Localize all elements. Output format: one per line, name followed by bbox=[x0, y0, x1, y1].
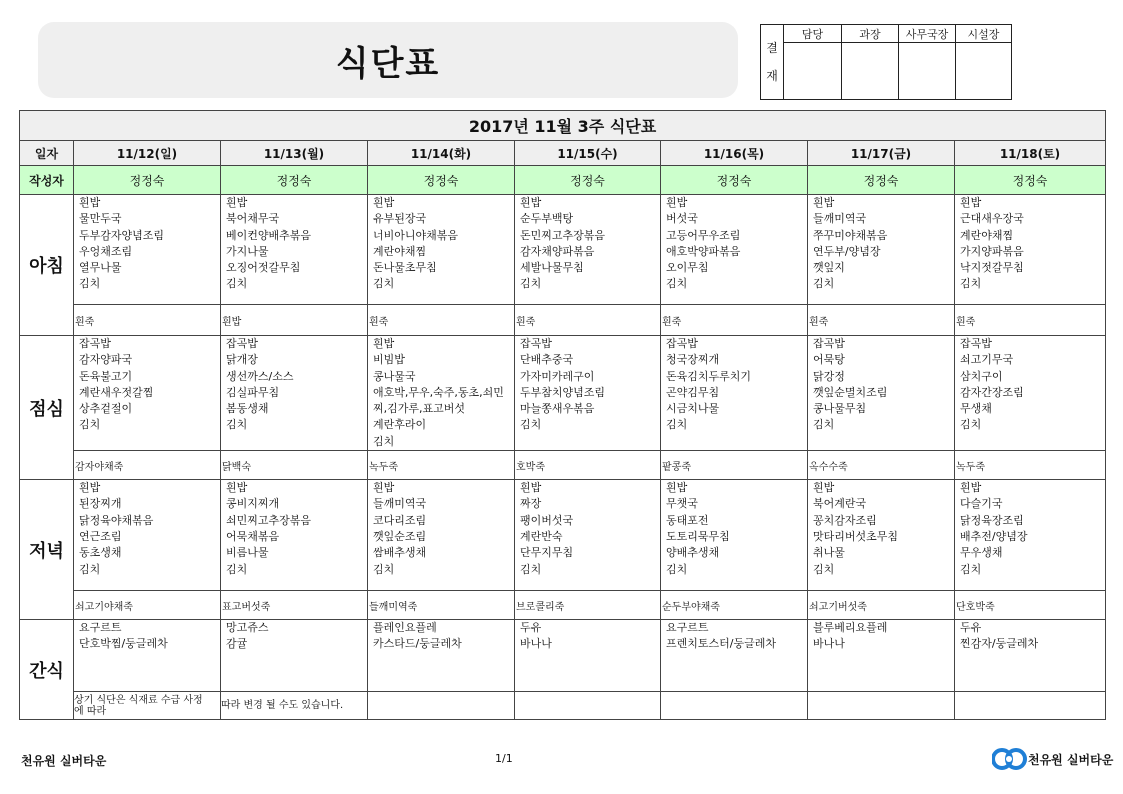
dish-item: 돈민찌고추장볶음 bbox=[520, 228, 606, 242]
dish-item: 두유 bbox=[960, 621, 982, 635]
date-header: 11/17(금) bbox=[808, 141, 955, 166]
porridge-cell: 흰죽 bbox=[368, 305, 515, 336]
dish-item: 흰밥 bbox=[960, 481, 982, 495]
dish-item: 콩나물국 bbox=[373, 369, 416, 383]
dish-item: 닭개장 bbox=[226, 353, 258, 367]
dish-item: 김치 bbox=[813, 418, 835, 432]
dish-item: 낙지젓갈무침 bbox=[960, 261, 1024, 275]
dish-item: 요구르트 bbox=[79, 621, 122, 635]
porridge-cell: 흰죽 bbox=[661, 305, 808, 336]
menu-cell bbox=[221, 480, 368, 591]
date-header: 11/16(목) bbox=[661, 141, 808, 166]
menu-cell bbox=[955, 480, 1106, 591]
author-cell: 정정숙 bbox=[221, 166, 368, 195]
dish-item: 흰밥 bbox=[79, 481, 101, 495]
dish-item: 꽁치감자조림 bbox=[813, 513, 877, 527]
dish-item: 김치 bbox=[666, 277, 688, 291]
dish-item: 흰밥 bbox=[813, 196, 835, 209]
dish-item: 비빔밥 bbox=[373, 353, 405, 367]
porridge-row bbox=[20, 305, 1106, 336]
dish-item: 두부참치양념조림 bbox=[520, 385, 606, 399]
dish-item: 베이컨양배추볶음 bbox=[226, 228, 312, 242]
dish-item: 다슬기국 bbox=[960, 497, 1003, 511]
dish-item: 단호박찜/둥글레차 bbox=[79, 637, 168, 651]
signature-box bbox=[956, 43, 1012, 100]
author-cell: 정정숙 bbox=[955, 166, 1106, 195]
dish-item: 김치 bbox=[960, 418, 982, 432]
dish-item: 동초생채 bbox=[79, 546, 122, 560]
dish-item: 삼치구이 bbox=[960, 369, 1003, 383]
dish-item: 무생채 bbox=[960, 402, 992, 416]
author-cell: 정정숙 bbox=[368, 166, 515, 195]
note-line: 상기 식단은 식재료 수급 사정 bbox=[74, 694, 203, 706]
dish-item: 김치 bbox=[520, 562, 542, 576]
approval-label: 결 재 bbox=[761, 25, 784, 100]
dish-item: 김치 bbox=[960, 277, 982, 291]
dish-item: 애호박,무우,숙주,동초,쇠민 bbox=[373, 385, 504, 399]
approval-box bbox=[760, 24, 1012, 100]
dish-item: 김치 bbox=[960, 562, 982, 576]
dish-item: 깻잎순조림 bbox=[373, 529, 427, 543]
dish-item: 열무나물 bbox=[79, 261, 122, 275]
dish-item: 돈나물초무침 bbox=[373, 261, 437, 275]
dish-item: 감귤 bbox=[226, 637, 248, 651]
dish-item: 근대새우장국 bbox=[960, 212, 1024, 226]
signature-box bbox=[784, 43, 842, 100]
menu-cell bbox=[515, 336, 661, 451]
dish-item: 김치 bbox=[666, 418, 688, 432]
dish-item: 쇠고기무국 bbox=[960, 353, 1014, 367]
dish-item: 닭정육야채볶음 bbox=[79, 513, 154, 527]
menu-cell bbox=[368, 480, 515, 591]
dish-item: 가자미카레구이 bbox=[520, 369, 595, 383]
dish-item: 시금치나물 bbox=[666, 402, 720, 416]
dish-item: 김치 bbox=[79, 418, 101, 432]
dish-item: 잡곡밥 bbox=[666, 337, 698, 350]
dish-item: 오이무침 bbox=[666, 261, 709, 275]
dish-item: 짜장 bbox=[520, 497, 542, 511]
dish-item: 마늘쫑새우볶음 bbox=[520, 402, 595, 416]
porridge-cell: 녹두죽 bbox=[368, 451, 515, 480]
porridge-cell: 호박죽 bbox=[515, 451, 661, 480]
note-cell bbox=[74, 692, 221, 720]
meal-row bbox=[20, 195, 1106, 305]
porridge-cell: 브로콜리죽 bbox=[515, 591, 661, 620]
dish-item: 김치 bbox=[226, 418, 248, 432]
porridge-cell: 옥수수죽 bbox=[808, 451, 955, 480]
dish-item: 생선까스/소스 bbox=[226, 369, 294, 383]
menu-cell bbox=[955, 336, 1106, 451]
dish-item: 잡곡밥 bbox=[226, 337, 258, 350]
dish-item: 흰밥 bbox=[79, 196, 101, 209]
dish-item: 순두부백탕 bbox=[520, 212, 574, 226]
footer-org: 천유원 실버타운 bbox=[21, 754, 107, 768]
dish-item: 잡곡밥 bbox=[960, 337, 992, 350]
dish-item: 계란야채찜 bbox=[960, 228, 1014, 242]
porridge-cell: 흰죽 bbox=[955, 305, 1106, 336]
menu-cell bbox=[661, 620, 808, 692]
dish-item: 도토리묵무침 bbox=[666, 529, 730, 543]
dish-item: 김치 bbox=[813, 277, 835, 291]
empty-cell bbox=[515, 692, 661, 720]
dish-item: 계란야채찜 bbox=[373, 244, 427, 258]
org-logo bbox=[992, 746, 1113, 772]
menu-cell bbox=[661, 195, 808, 305]
menu-cell bbox=[808, 620, 955, 692]
dish-item: 흰밥 bbox=[373, 481, 395, 495]
porridge-cell: 순두부야채죽 bbox=[661, 591, 808, 620]
empty-cell bbox=[368, 692, 515, 720]
dish-item: 플레인요플레 bbox=[373, 621, 437, 635]
porridge-cell: 감자야채죽 bbox=[74, 451, 221, 480]
dish-item: 찌,김가루,표고버섯 bbox=[373, 402, 466, 416]
dish-item: 단배추중국 bbox=[520, 353, 574, 367]
page-title: 식단표 bbox=[335, 43, 441, 84]
menu-cell bbox=[221, 336, 368, 451]
dish-item: 찐감자/둥글레차 bbox=[960, 637, 1039, 651]
dish-item: 김치 bbox=[79, 562, 101, 576]
dish-item: 잡곡밥 bbox=[79, 337, 111, 350]
dish-item: 너비아니야채볶음 bbox=[373, 228, 459, 242]
dish-item: 팽이버섯국 bbox=[520, 513, 574, 527]
meal-row bbox=[20, 620, 1106, 692]
dish-item: 쌈배추생채 bbox=[373, 546, 427, 560]
dish-item: 어묵채볶음 bbox=[226, 529, 280, 543]
menu-cell bbox=[515, 620, 661, 692]
dish-item: 감자채양파볶음 bbox=[520, 244, 595, 258]
menu-cell bbox=[955, 620, 1106, 692]
porridge-cell: 들깨미역죽 bbox=[368, 591, 515, 620]
signature-box bbox=[842, 43, 899, 100]
dish-item: 청국장찌개 bbox=[666, 353, 720, 367]
menu-cell bbox=[808, 195, 955, 305]
menu-cell bbox=[368, 620, 515, 692]
dish-item: 흰밥 bbox=[960, 196, 982, 209]
menu-cell bbox=[74, 195, 221, 305]
dish-item: 계란후라이 bbox=[373, 418, 427, 432]
menu-cell bbox=[955, 195, 1106, 305]
dish-item: 망고쥬스 bbox=[226, 621, 269, 635]
porridge-row bbox=[20, 591, 1106, 620]
dish-item: 카스타드/둥글레차 bbox=[373, 637, 462, 651]
date-header: 11/18(토) bbox=[955, 141, 1106, 166]
meal-label: 점심 bbox=[20, 336, 74, 480]
dish-item: 애호박양파볶음 bbox=[666, 244, 741, 258]
dish-item: 깻잎지 bbox=[813, 261, 845, 275]
porridge-cell: 쇠고기버섯죽 bbox=[808, 591, 955, 620]
dish-item: 김치 bbox=[226, 562, 248, 576]
porridge-cell: 쇠고기야채죽 bbox=[74, 591, 221, 620]
dish-item: 어묵탕 bbox=[813, 353, 845, 367]
dish-item: 요구르트 bbox=[666, 621, 709, 635]
dish-item: 맛타리버섯초무침 bbox=[813, 529, 899, 543]
menu-cell bbox=[808, 480, 955, 591]
dish-item: 잡곡밥 bbox=[520, 337, 552, 350]
dish-item: 김치 bbox=[520, 418, 542, 432]
dish-item: 바나나 bbox=[520, 637, 552, 651]
page-number: 1/1 bbox=[495, 752, 513, 765]
author-cell: 정정숙 bbox=[661, 166, 808, 195]
approval-role: 담당 bbox=[784, 25, 842, 43]
porridge-cell: 흰죽 bbox=[515, 305, 661, 336]
dish-item: 콩비지찌개 bbox=[226, 497, 280, 511]
porridge-cell: 닭백숙 bbox=[221, 451, 368, 480]
dish-item: 연두부/양념장 bbox=[813, 244, 881, 258]
logo-text: 천유원 실버타운 bbox=[1028, 752, 1114, 767]
empty-cell bbox=[808, 692, 955, 720]
dish-item: 김치 bbox=[666, 562, 688, 576]
dish-item: 가지양파볶음 bbox=[960, 244, 1024, 258]
dish-item: 김치 bbox=[226, 277, 248, 291]
dish-item: 김치 bbox=[813, 562, 835, 576]
dish-item: 흰밥 bbox=[666, 481, 688, 495]
dish-item: 비름나물 bbox=[226, 546, 269, 560]
dish-item: 김치 bbox=[373, 562, 395, 576]
empty-cell bbox=[955, 692, 1106, 720]
menu-cell bbox=[515, 480, 661, 591]
dish-item: 깻잎순멸치조림 bbox=[813, 385, 888, 399]
date-header: 11/14(화) bbox=[368, 141, 515, 166]
dish-item: 계란새우젓갈찜 bbox=[79, 385, 154, 399]
dish-item: 쇠민찌고추장볶음 bbox=[226, 513, 312, 527]
dish-item: 곤약김무침 bbox=[666, 385, 720, 399]
dish-item: 흰밥 bbox=[520, 196, 542, 209]
porridge-row bbox=[20, 451, 1106, 480]
approval-role: 과장 bbox=[842, 25, 899, 43]
dish-item: 세발나물무침 bbox=[520, 261, 584, 275]
dish-item: 물만두국 bbox=[79, 212, 122, 226]
menu-cell bbox=[221, 620, 368, 692]
porridge-cell: 흰죽 bbox=[74, 305, 221, 336]
dish-item: 고등어무우조림 bbox=[666, 228, 741, 242]
porridge-cell: 팥콩죽 bbox=[661, 451, 808, 480]
menu-cell bbox=[515, 195, 661, 305]
menu-cell bbox=[74, 480, 221, 591]
dish-item: 연근조림 bbox=[79, 529, 122, 543]
menu-table bbox=[19, 110, 1106, 720]
author-cell: 정정숙 bbox=[515, 166, 661, 195]
dish-item: 된장찌개 bbox=[79, 497, 122, 511]
dish-item: 쭈꾸미야채볶음 bbox=[813, 228, 888, 242]
porridge-cell: 흰밥 bbox=[221, 305, 368, 336]
dish-item: 상추겉절이 bbox=[79, 402, 133, 416]
dish-item: 오징어젓갈무침 bbox=[226, 261, 301, 275]
dish-item: 북어채무국 bbox=[226, 212, 280, 226]
meal-row bbox=[20, 336, 1106, 451]
logo-mark-icon bbox=[992, 746, 1028, 772]
dish-item: 가지나물 bbox=[226, 244, 269, 258]
dish-item: 감자간장조림 bbox=[960, 385, 1024, 399]
menu-cell bbox=[74, 336, 221, 451]
dish-item: 양배추생채 bbox=[666, 546, 720, 560]
date-header: 11/12(일) bbox=[74, 141, 221, 166]
dish-item: 배추전/양념장 bbox=[960, 529, 1028, 543]
dish-item: 바나나 bbox=[813, 637, 845, 651]
date-label: 일자 bbox=[20, 141, 74, 166]
dish-item: 김치 bbox=[79, 277, 101, 291]
author-cell: 정정숙 bbox=[74, 166, 221, 195]
dish-item: 블루베리요플레 bbox=[813, 621, 888, 635]
menu-cell bbox=[808, 336, 955, 451]
dish-item: 흰밥 bbox=[226, 481, 248, 495]
menu-cell bbox=[368, 195, 515, 305]
menu-cell bbox=[661, 336, 808, 451]
approval-role: 사무국장 bbox=[899, 25, 956, 43]
dish-item: 김치 bbox=[373, 277, 395, 291]
dish-item: 흰밥 bbox=[666, 196, 688, 209]
porridge-row bbox=[20, 692, 1106, 720]
author-cell: 정정숙 bbox=[808, 166, 955, 195]
dish-item: 돈육불고기 bbox=[79, 369, 133, 383]
note-line: 에 따라 bbox=[74, 705, 107, 717]
dish-item: 김치 bbox=[373, 434, 395, 448]
meal-label: 저녁 bbox=[20, 480, 74, 620]
dish-item: 두부감자양념조림 bbox=[79, 228, 165, 242]
dish-item: 무챗국 bbox=[666, 497, 698, 511]
author-row bbox=[20, 166, 1106, 195]
note-cell: 따라 변경 될 수도 있습니다. bbox=[221, 692, 368, 720]
dish-item: 돈육김치두루치기 bbox=[666, 369, 752, 383]
approval-role: 시설장 bbox=[956, 25, 1012, 43]
dish-item: 북어계란국 bbox=[813, 497, 867, 511]
empty-cell bbox=[661, 692, 808, 720]
dish-item: 흰밥 bbox=[226, 196, 248, 209]
porridge-cell: 흰죽 bbox=[808, 305, 955, 336]
dish-item: 흰밥 bbox=[520, 481, 542, 495]
dish-item: 콩나물무침 bbox=[813, 402, 867, 416]
date-header: 11/15(수) bbox=[515, 141, 661, 166]
dish-item: 봄동생채 bbox=[226, 402, 269, 416]
dish-item: 김치 bbox=[520, 277, 542, 291]
dish-item: 흰밥 bbox=[373, 337, 395, 350]
porridge-cell: 표고버섯죽 bbox=[221, 591, 368, 620]
menu-cell bbox=[661, 480, 808, 591]
week-title: 2017년 11월 3주 식단표 bbox=[20, 111, 1106, 141]
dish-item: 두유 bbox=[520, 621, 542, 635]
dish-item: 흰밥 bbox=[813, 481, 835, 495]
dish-item: 계란반숙 bbox=[520, 529, 563, 543]
author-label: 작성자 bbox=[20, 166, 74, 195]
meal-row bbox=[20, 480, 1106, 591]
dish-item: 동태포전 bbox=[666, 513, 709, 527]
signature-box bbox=[899, 43, 956, 100]
dish-item: 닭정육장조림 bbox=[960, 513, 1024, 527]
porridge-cell: 녹두죽 bbox=[955, 451, 1106, 480]
menu-cell bbox=[74, 620, 221, 692]
dish-item: 유부된장국 bbox=[373, 212, 427, 226]
porridge-cell: 단호박죽 bbox=[955, 591, 1106, 620]
dish-item: 닭강정 bbox=[813, 369, 845, 383]
menu-cell bbox=[221, 195, 368, 305]
date-header: 11/13(월) bbox=[221, 141, 368, 166]
dish-item: 단무지무침 bbox=[520, 546, 574, 560]
menu-cell bbox=[368, 336, 515, 451]
dish-item: 취나물 bbox=[813, 546, 845, 560]
meal-label: 아침 bbox=[20, 195, 74, 336]
dish-item: 흰밥 bbox=[373, 196, 395, 209]
dish-item: 감자양파국 bbox=[79, 353, 133, 367]
dish-item: 우엉채조림 bbox=[79, 244, 133, 258]
title-box bbox=[38, 22, 738, 98]
meal-label: 간식 bbox=[20, 620, 74, 720]
dish-item: 무우생채 bbox=[960, 546, 1003, 560]
dish-item: 들깨미역국 bbox=[813, 212, 867, 226]
dish-item: 코다리조림 bbox=[373, 513, 427, 527]
date-row bbox=[20, 141, 1106, 166]
dish-item: 김실파무침 bbox=[226, 385, 280, 399]
dish-item: 프렌치토스터/둥글레차 bbox=[666, 637, 776, 651]
dish-item: 버섯국 bbox=[666, 212, 698, 226]
dish-item: 잡곡밥 bbox=[813, 337, 845, 350]
dish-item: 들깨미역국 bbox=[373, 497, 427, 511]
